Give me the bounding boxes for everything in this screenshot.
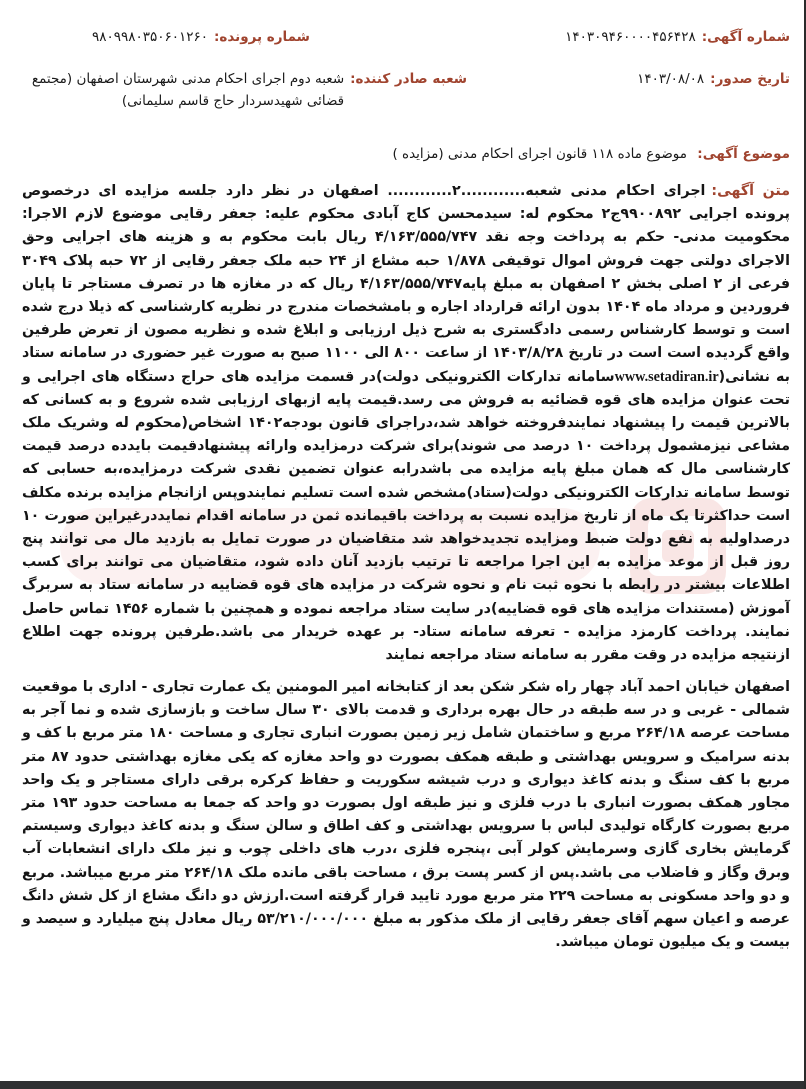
ad-body bbox=[22, 180, 790, 667]
issuer-value: شعبه دوم اجرای احکام مدنی شهرستان اصفهان (مجتمع قضائی شهیدسردار حاج قاسم سلیمانی) bbox=[31, 71, 345, 109]
issuer-label: شعبه صادر کننده: bbox=[350, 71, 467, 87]
case-number-value: ۹۸۰۹۹۸۰۳۵۰۶۰۱۲۶۰ bbox=[92, 29, 209, 45]
property-description: اصفهان خیابان احمد آباد چهار راه شکر شکن بعد از کتابخانه امیر المومنین یک عمارت تجاری - اداری با موقعیت شمالی - غربی و در سه طبقه در حال بهره برداری و قدمت بالای ۳۰ سال ساخت و بازسازی شده و نما آجر به مساحت عرصه ۲۶۴/۱۸ مربع و ساختمان شامل زیر زمین بصورت انباری تجاری و مساحت ۱۸۰ متر مربع با کف و بدنه سرامیک و سرویس بهداشتی و طبقه همکف بصورت دو واحد مغازه که یکی مغازه بهداشتی حدود ۸۷ متر مربع با کف سنگ و بدنه کاغذ دیواری و درب شیشه سکوریت و حفاظ کرکره برقی دارای مستاجر و یک واحد مجاور همکف بصورت انباری با درب فلزی و نیز طبقه اول بصورت دو واحد که جمعا به مساحت حدود ۱۹۳ متر مربع بصورت کارگاه تولیدی لباس با سرویس بهداشتی و کف اطاق و سالن سنگ و بدنه کاغذ دیواری وسیستم گرمایش بخاری گازی وسرمایش کولر آبی ،پنجره فلزی ،درب های داخلی چوب و نیز ملک دارای انشعابات آب وبرق وگاز و فاضلاب می باشد.پس از کسر پست برق ، مساحت باقی مانده ملک ۲۶۴/۱۸ متر مربع میباشد. مربع و دو واحد مسکونی به مساحت ۲۲۹ متر مربع مورد تایید قرار گرفته است.ارزش دو دانگ مشاع از کل شش دانگ عرصه و اعیان سهم آقای جعفر رقایی از ملک مذکور به مبلغ ۵۳/۲۱۰/۰۰۰/۰۰۰ ریال معادل پنج میلیارد و سیصد و بیست و یک میلیون تومان میباشد. bbox=[22, 679, 790, 951]
body-label: متن آگهی: bbox=[711, 183, 790, 199]
setadiran-link[interactable]: www.setadiran.ir bbox=[614, 368, 719, 385]
ad-number-value: ۱۴۰۳۰۹۴۶۰۰۰۰۴۵۶۴۲۸ bbox=[565, 29, 696, 45]
ad-number-field bbox=[565, 26, 790, 48]
case-number-field bbox=[92, 26, 310, 48]
ad-header bbox=[22, 26, 790, 112]
subject-label: موضوع آگهی: bbox=[697, 146, 790, 162]
subject-text: موضوع ماده ۱۱۸ قانون اجرای احکام مدنی (مزایده ) bbox=[392, 146, 687, 162]
body-part-1: اجرای احکام مدنی شعبه............۲............ اصفهان در نظر دارد جلسه مزایده ای درخصوص پرونده اجرایی ۹۹۰۰۸۹۲ج۲ محکوم له: سیدمحسن کاج آبادی محکوم علیه: جعفر رقایی موضوع لازم الاجرا: محکومیت مدنی- حکم به پرداخت وجه نقد ۴/۱۶۳/۵۵۵/۷۴۷ ریال بابت محکوم به و هزینه های اجرایی وحق الاجرای دولتی جهت فروش اموال توقیفی ۱/۸۷۸ حبه مشاع از ۲۴ حبه ملک جعفر رقایی از ۷۲ حبه پلاک ۳۰۴۹ فرعی از ۲ اصلی بخش ۲ اصفهان به مبلغ پایه۴/۱۶۳/۵۵۵/۷۴۷ ریال که در مغازه ها در تصرف مستاجر تا پایان فروردین و مرداد ماه ۱۴۰۴ بدون ارائه قرارداد اجاره و بامشخصات مندرج در نظریه کارشناسی که ذیلا درج شده است و توسط کارشناس رسمی دادگستری به شرح ذیل ارزیابی و ابلاغ شده و نظریه مصون از تعرض طرفین واقع گردیده است است در تاریخ ۱۴۰۳/۸/۲۸ از ساعت ۸۰۰ الی ۱۱۰۰ صبح به صورت غیر حضوری در سامانه ستاد به نشانی( bbox=[22, 183, 791, 385]
ad-number-label: شماره آگهی: bbox=[701, 29, 790, 45]
footer-bar bbox=[0, 1081, 804, 1089]
header-row-2 bbox=[22, 68, 790, 112]
header-row-1 bbox=[22, 26, 790, 48]
case-number-label: شماره پرونده: bbox=[214, 29, 310, 45]
issue-date-field bbox=[637, 68, 790, 90]
issue-date-label: تاریخ صدور: bbox=[710, 71, 790, 87]
issue-date-value: ۱۴۰۳/۰۸/۰۸ bbox=[637, 71, 705, 87]
ad-subject bbox=[22, 146, 790, 162]
body-part-2: سامانه تدارکات الکترونیکی دولت)در قسمت مزایده های حراج دستگاه های اجرایی و تحت عنوان مزایده های قوه قضائیه به فروش می رسد.قیمت پایه ازبهای ارزیابی شده شروع و به کسانی که بالاترین قیمت را پیشنهاد نمایندفروخته خواهد شد،دراجرای قانون بودجه۱۴۰۲ اشخاص(محکوم له وشریک ملک مشاعی نیزمشمول پرداخت ۱۰ درصد می شوند)برای شرکت درمزایده وارائه پیشنهادقیمت بایدده درصد قیمت کارشناسی مال که همان مبلغ پایه مزایده می باشدرابه عنوان تضمین نقدی شرکت درمزایده،به حسابی که توسط سامانه تدارکات الکترونیکی دولت(ستاد)مشخص شده است تسلیم نمایندوپس ازانجام مزایده برنده مکلف است حداکثرتا یک ماه از تاریخ مزایده نسبت به پرداخت باقیمانده ثمن در سامانه اقدام نمایددرغیراین صورت ۱۰ درصداولیه به نفع دولت ضبط ومزایده تجدیدخواهد شد متقاضیان در صورت تمایل به بازدید مال می توانند پنج روز قبل از موعد مزایده به این اجرا مراجعه تا ترتیب بازدید آنان داده شود، متقاضیان می توانند برای کسب اطلاعات بیشتر در رابطه با نحوه ثبت نام و نحوه شرکت در مزایده های قوه قضاییه در سامانه ستاد به سربرگ آموزش (مستندات مزایده های قوه قضاییه)در سایت ستاد مراجعه نموده و همچنین با شماره ۱۴۵۶ تماس حاصل نمایند. پرداخت کارمزد مزایده - تعرفه سامانه ستاد- بر عهده خریدار می باشد.طرفین پرونده جهت اطلاع ازنتیجه مزایده در وقت مقرر به سامانه ستاد مراجعه نمایند bbox=[22, 368, 791, 664]
issuer-field bbox=[22, 68, 467, 112]
